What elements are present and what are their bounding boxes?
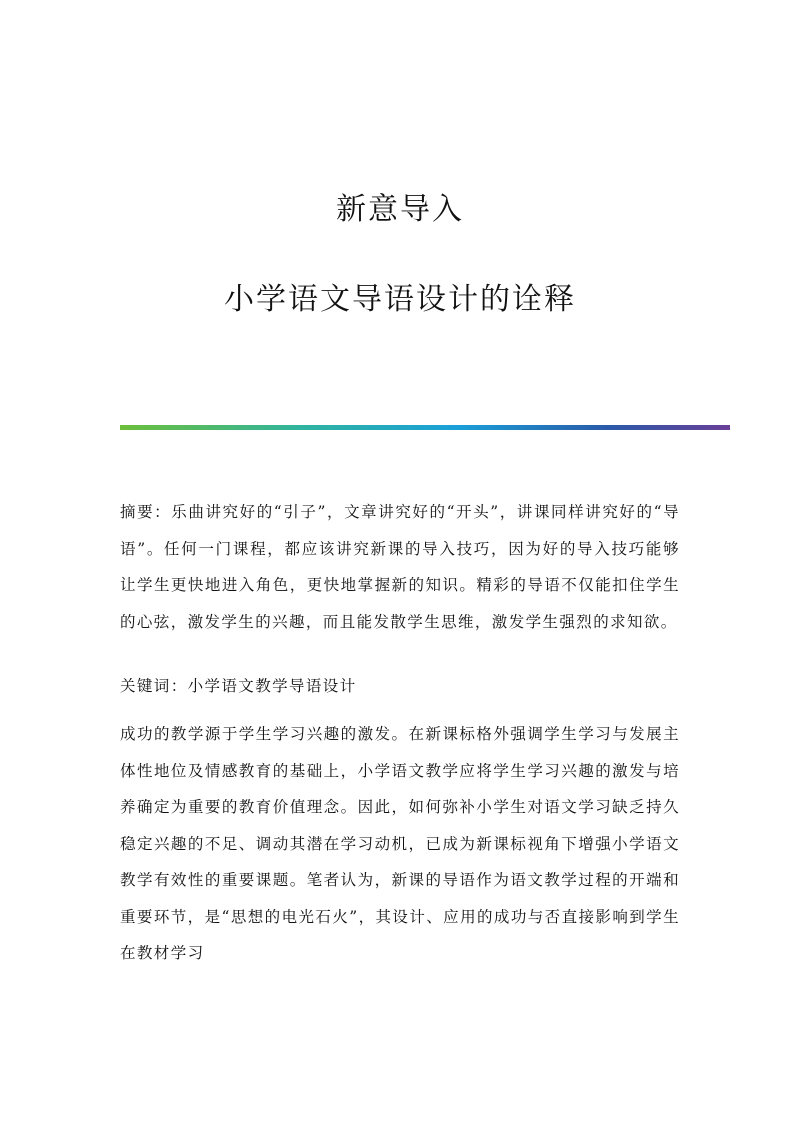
keywords-line: 关键词：小学语文教学导语设计 bbox=[120, 677, 357, 695]
page-subtitle: 小学语文导语设计的诠释 bbox=[224, 282, 576, 317]
gradient-divider bbox=[120, 425, 730, 430]
page-title: 新意导入 bbox=[336, 192, 464, 227]
abstract-paragraph: 摘要：乐曲讲究好的“引子”，文章讲究好的“开头”，讲课同样讲究好的“导语”。任何一门课程，都应该讲究新课的导入技巧，因为好的导入技巧能够让学生更快地进入角色，更快地掌握新的知识。精彩的导语不仅能扣住学生的心弦，激发学生的兴趣，而且能发散学生思维，激发学生强烈的求知欲。 bbox=[120, 503, 680, 631]
intro-paragraph: 成功的教学源于学生学习兴趣的激发。在新课标格外强调学生学习与发展主体性地位及情感教育的基础上，小学语文教学应将学生学习兴趣的激发与培养确定为重要的教育价值理念。因此，如何弥补小学生对语文学习缺乏持久稳定兴趣的不足、调动其潜在学习动机，已成为新课标视角下增强小学语文教学有效性的重要课题。笔者认为，新课的导语作为语文教学过程的开端和重要环节，是“思想的电光石火”，其设计、应用的成功与否直接影响到学生在教材学习 bbox=[120, 725, 680, 962]
